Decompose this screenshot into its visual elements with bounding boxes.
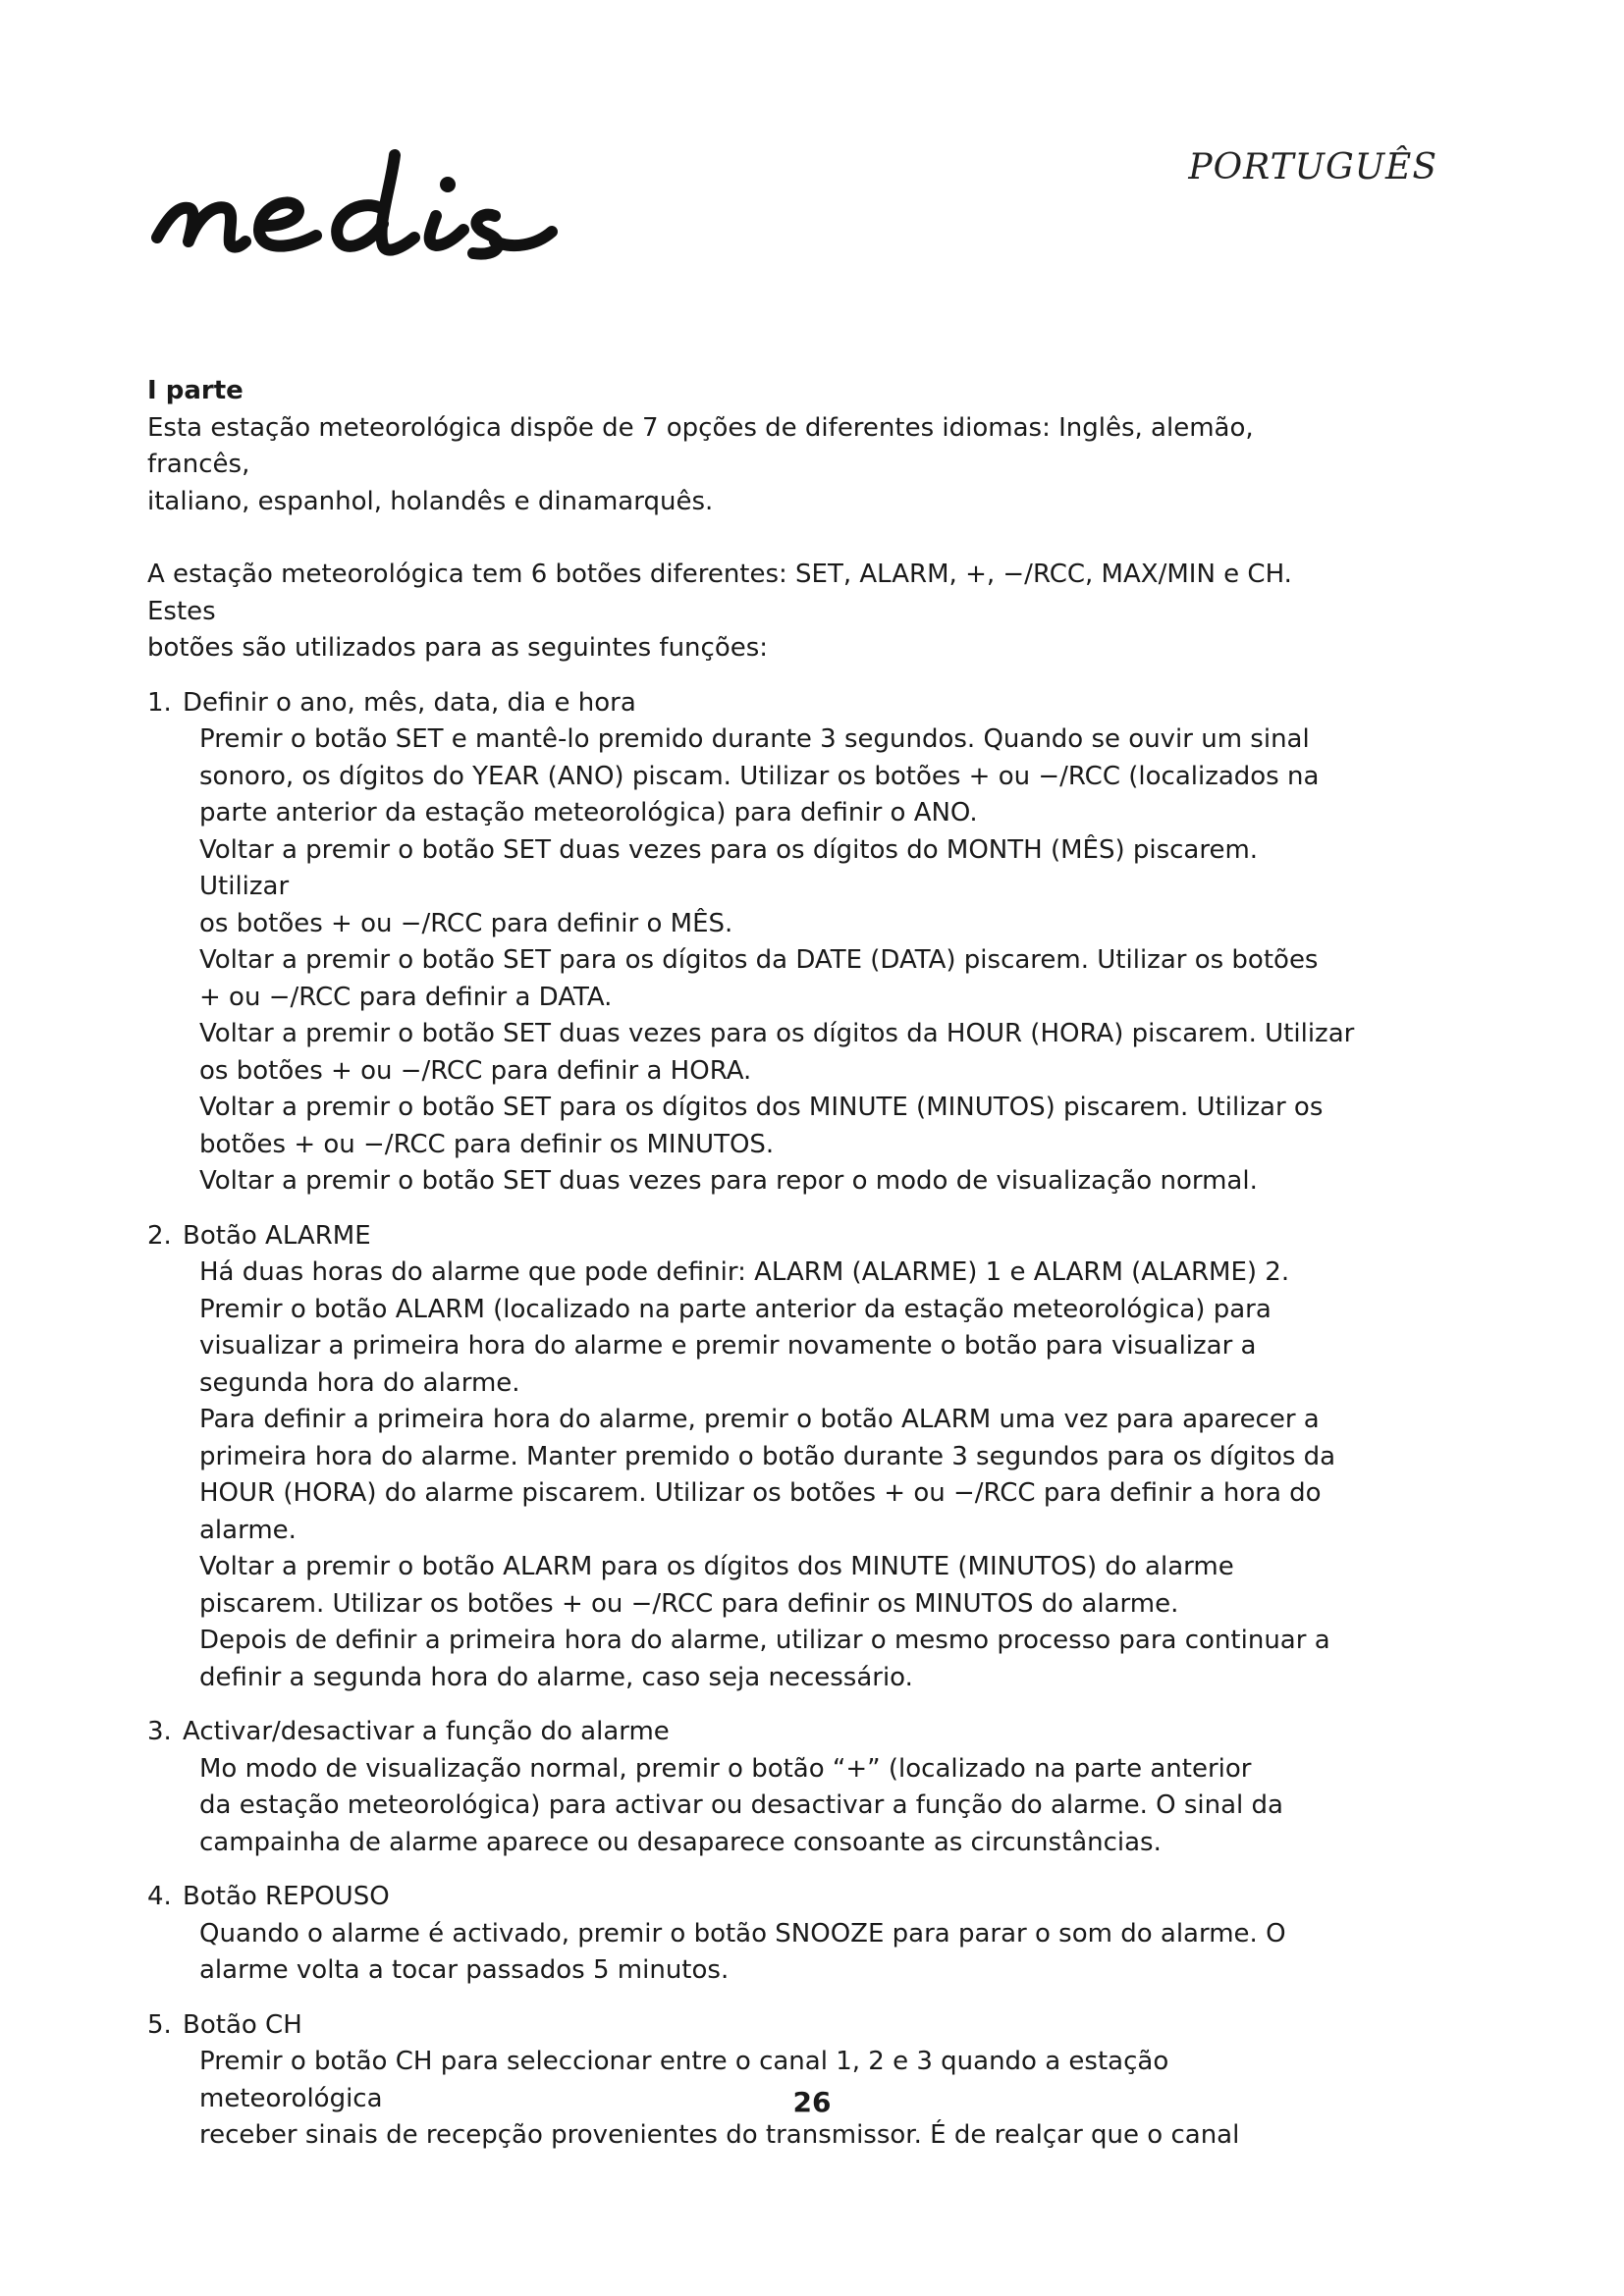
steps-list [147,685,1355,2155]
text-line: Premir o botão ALARM (localizado na parte anterior da estação meteorológica) para [199,1294,1272,1324]
text-line: Esta estação meteorológica dispõe de 7 opções de diferentes idiomas: Inglês, alemão, francês, [147,412,1254,479]
text-line: Depois de definir a primeira hora do alarme, utilizar o mesmo processo para continuar a [199,1626,1330,1655]
text-line: + ou −/RCC para definir a DATA. [199,982,613,1012]
text-line: da estação meteorológica) para activar ou desactivar a função do alarme. O sinal da [199,1790,1283,1820]
step-title: Definir o ano, mês, data, dia e hora [183,687,636,718]
text-line: alarme. [199,1515,297,1545]
step-title: Botão ALARME [183,1220,371,1251]
text-line: Quando o alarme é activado, premir o botão SNOOZE para parar o som do alarme. O [199,1918,1286,1949]
text-line: italiano, espanhol, holandês e dinamarquês. [147,486,714,516]
section-title: I parte [147,376,244,405]
text-line: receber sinais de recepção provenientes do transmissor. É de realçar que o canal [199,2120,1240,2150]
text-line: os botões + ou −/RCC para definir o MÊS. [199,908,733,938]
text-line: campainha de alarme aparece ou desaparece consoante as circunstâncias. [199,1827,1162,1857]
step-number: 2. [147,1220,172,1251]
intro-paragraph [147,410,1355,521]
step-title: Botão CH [183,2009,302,2040]
text-line: Premir o botão CH para seleccionar entre o canal 1, 2 e 3 quando a estação meteorológica [199,2047,1169,2113]
language-label: PORTUGUÊS [1188,147,1437,187]
text-line: alarme volta a tocar passados 5 minutos. [199,1955,730,1985]
nedis-logo [149,147,571,275]
text-line: Mo modo de visualização normal, premir o botão “+” (localizado na parte anterior [199,1753,1252,1784]
text-line: Voltar a premir o botão SET para os dígitos da DATE (DATA) piscarem. Utilizar os botões [199,945,1319,975]
step-number: 4. [147,1882,172,1911]
list-item [147,2007,1355,2155]
text-line: visualizar a primeira hora do alarme e premir novamente o botão para visualizar a [199,1331,1257,1361]
buttons-intro-paragraph [147,557,1355,667]
text-line: os botões + ou −/RCC para definir a HORA. [199,1055,752,1086]
list-item [147,1879,1355,1990]
text-line: primeira hora do alarme. Manter premido o botão durante 3 segundos para os dígitos da [199,1441,1336,1471]
text-line: Premir o botão SET e mantê-lo premido durante 3 segundos. Quando se ouvir um sinal [199,724,1310,754]
text-line: Há duas horas do alarme que pode definir: ALARM (ALARME) 1 e ALARM (ALARME) 2. [199,1257,1290,1287]
text-line: HOUR (HORA) do alarme piscarem. Utilizar os botões + ou −/RCC para definir a hora do [199,1478,1322,1508]
list-item [147,685,1355,1201]
step-title: Botão REPOUSO [183,1882,390,1911]
document-body [147,373,1355,2172]
text-line: A estação meteorológica tem 6 botões diferentes: SET, ALARM, +, −/RCC, MAX/MIN e CH. Estes [147,560,1292,626]
step-title: Activar/desactivar a função do alarme [183,1717,670,1746]
text-line: Voltar a premir o botão SET duas vezes para os dígitos da HOUR (HORA) piscarem. Utilizar [199,1019,1355,1048]
list-item [147,1218,1355,1697]
text-line: piscarem. Utilizar os botões + ou −/RCC para definir os MINUTOS do alarme. [199,1588,1179,1619]
text-line: Voltar a premir o botão SET duas vezes para os dígitos do MONTH (MÊS) piscarem. Utilizar [199,834,1259,901]
text-line: Voltar a premir o botão ALARM para os dígitos dos MINUTE (MINUTOS) do alarme [199,1552,1234,1581]
text-line: Voltar a premir o botão SET duas vezes para repor o modo de visualização normal. [199,1166,1258,1196]
text-line: parte anterior da estação meteorológica) para definir o ANO. [199,798,978,828]
text-line: definir a segunda hora do alarme, caso seja necessário. [199,1662,913,1692]
text-line: botões + ou −/RCC para definir os MINUTOS. [199,1129,775,1159]
text-line: botões são utilizados para as seguintes funções: [147,633,769,663]
text-line: Voltar a premir o botão SET para os dígitos dos MINUTE (MINUTOS) piscarem. Utilizar os [199,1093,1324,1122]
step-number: 3. [147,1717,172,1746]
step-number: 5. [147,2009,172,2040]
text-line: segunda hora do alarme. [199,1367,520,1398]
text-line: Para definir a primeira hora do alarme, premir o botão ALARM uma vez para aparecer a [199,1405,1320,1434]
text-line: sonoro, os dígitos do YEAR (ANO) piscam. Utilizar os botões + ou −/RCC (localizados na [199,761,1320,791]
list-item [147,1714,1355,1861]
step-number: 1. [147,687,172,718]
page-number: 26 [792,2086,832,2118]
